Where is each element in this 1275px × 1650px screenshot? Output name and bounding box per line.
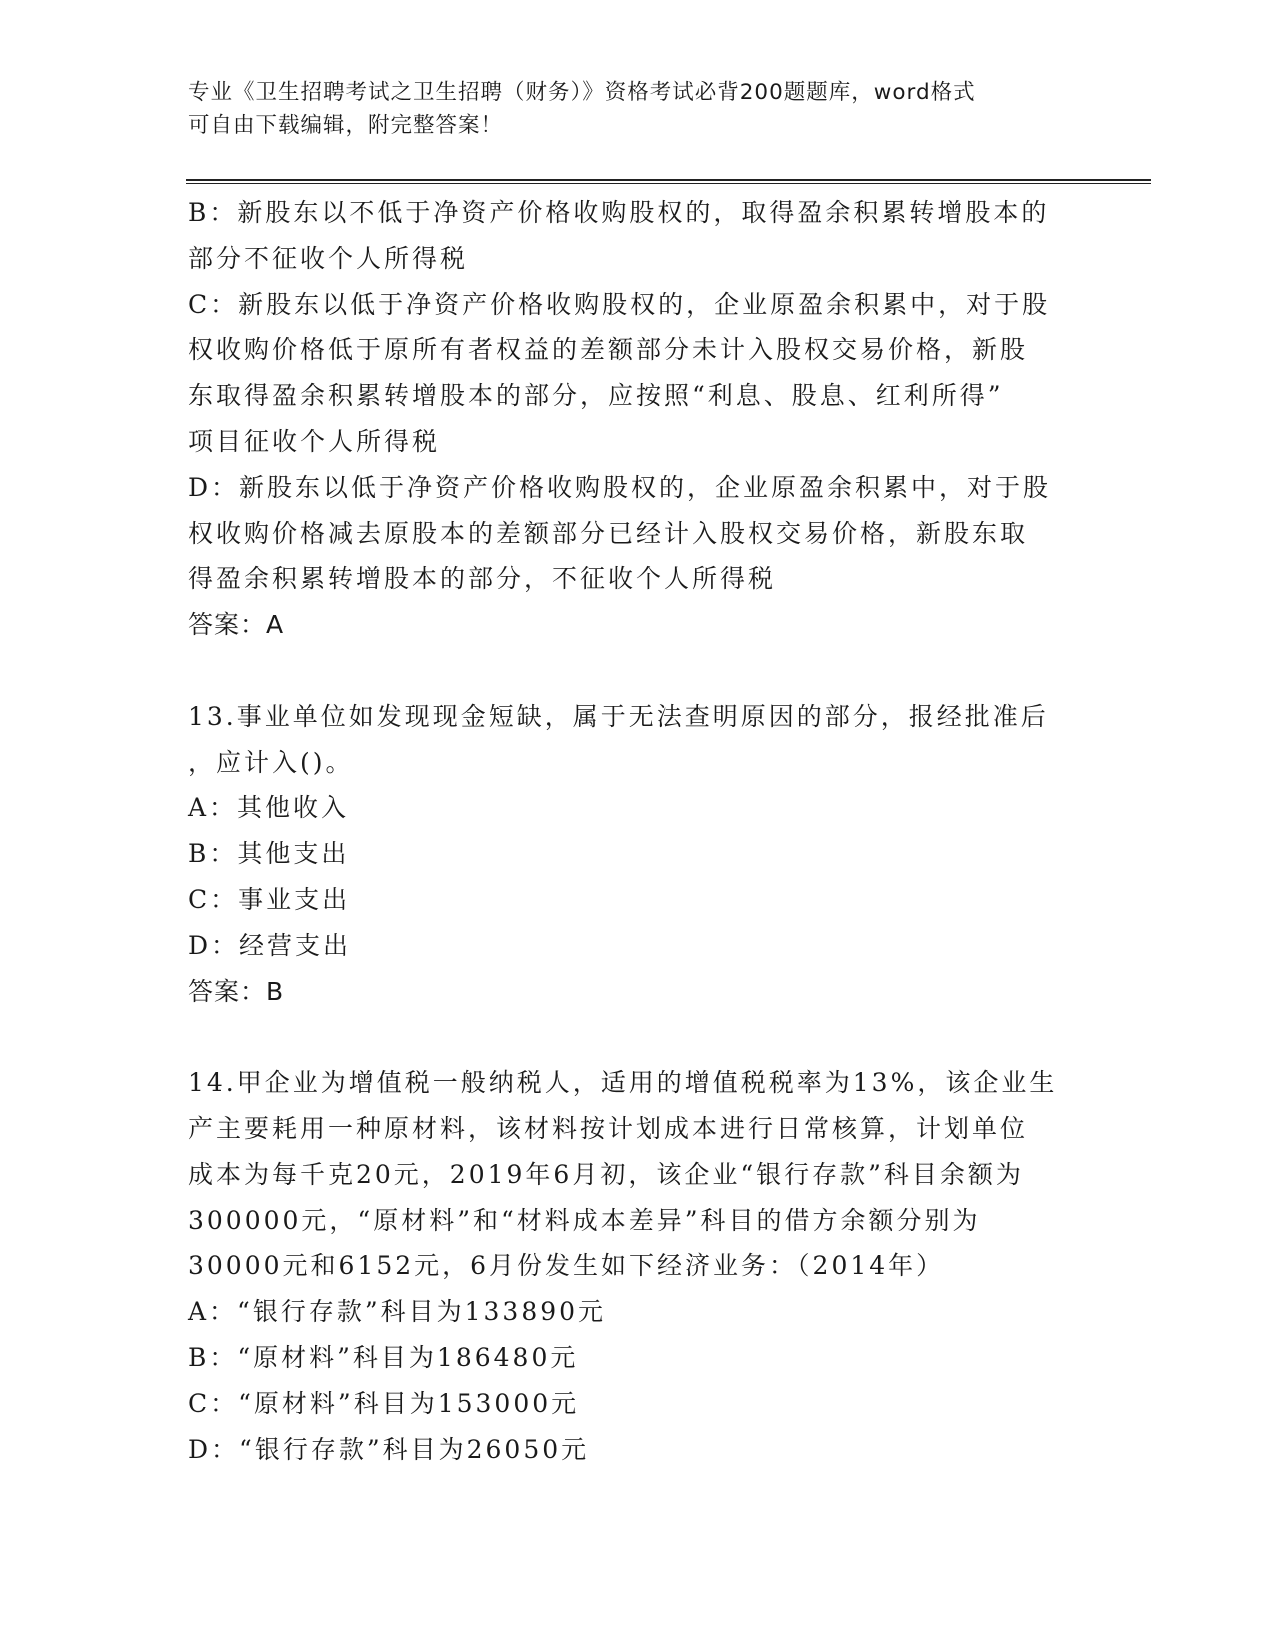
q12-option-d-line: 权收购价格减去原股本的差额部分已经计入股权交易价格，新股东取 bbox=[188, 518, 1029, 548]
q12-option-d-line: D：新股东以低于净资产价格收购股权的，企业原盈余积累中，对于股 bbox=[188, 472, 1052, 502]
q13-answer: 答案：B bbox=[188, 976, 285, 1006]
header-line-2: 可自由下载编辑，附完整答案！ bbox=[188, 113, 504, 138]
q14-option-b: B：“原材料”科目为186480元 bbox=[188, 1342, 579, 1372]
q14-question-line: 成本为每千克20元，2019年6月初，该企业“银行存款”科目余额为 bbox=[188, 1159, 1024, 1189]
q14-option-c: C：“原材料”科目为153000元 bbox=[188, 1388, 580, 1418]
q12-option-c-line: 权收购价格低于原所有者权益的差额部分未计入股权交易价格，新股 bbox=[188, 335, 1029, 365]
q12-option-c-line: C：新股东以低于净资产价格收购股权的，企业原盈余积累中，对于股 bbox=[188, 289, 1051, 319]
q13-option-a: A：其他收入 bbox=[188, 793, 350, 823]
q14-question-line: 产主要耗用一种原材料，该材料按计划成本进行日常核算，计划单位 bbox=[188, 1113, 1029, 1143]
q12-option-b-line: 部分不征收个人所得税 bbox=[188, 243, 469, 273]
document-header bbox=[188, 76, 1088, 142]
question-content bbox=[188, 190, 1078, 1472]
q12-option-b-line: B：新股东以不低于净资产价格收购股权的，取得盈余积累转增股本的 bbox=[188, 198, 1050, 227]
header-rule-thin bbox=[186, 183, 1151, 184]
q14-question-line: 30000元和6152元，6月份发生如下经济业务：（2014年） bbox=[188, 1251, 945, 1281]
q14-question-line: 14.甲企业为增值税一般纳税人，适用的增值税税率为13%，该企业生 bbox=[188, 1068, 1058, 1098]
q12-answer: 答案：A bbox=[188, 610, 285, 640]
header-rule-thick bbox=[186, 179, 1151, 181]
q12-option-c-line: 项目征收个人所得税 bbox=[188, 426, 441, 456]
q14-option-a: A：“银行存款”科目为133890元 bbox=[188, 1297, 607, 1327]
q13-question-line: 13.事业单位如发现现金短缺，属于无法查明原因的部分，报经批准后 bbox=[188, 701, 1049, 731]
q12-option-d-line: 得盈余积累转增股本的部分，不征收个人所得税 bbox=[188, 564, 777, 594]
q13-option-c: C：事业支出 bbox=[188, 884, 351, 914]
header-line-1: 专业《卫生招聘考试之卫生招聘（财务）》资格考试必背200题题库，word格式 bbox=[188, 80, 976, 105]
q14-question-line: 300000元，“原材料”和“材料成本差异”科目的借方余额分别为 bbox=[188, 1205, 981, 1235]
q13-option-d: D：经营支出 bbox=[188, 930, 352, 960]
q12-option-c-line: 东取得盈余积累转增股本的部分，应按照“利息、股息、红利所得” bbox=[188, 381, 1004, 411]
q13-option-b: B：其他支出 bbox=[188, 839, 350, 869]
q14-option-d: D：“银行存款”科目为26050元 bbox=[188, 1434, 590, 1464]
q13-question-line: ，应计入()。 bbox=[188, 747, 354, 777]
